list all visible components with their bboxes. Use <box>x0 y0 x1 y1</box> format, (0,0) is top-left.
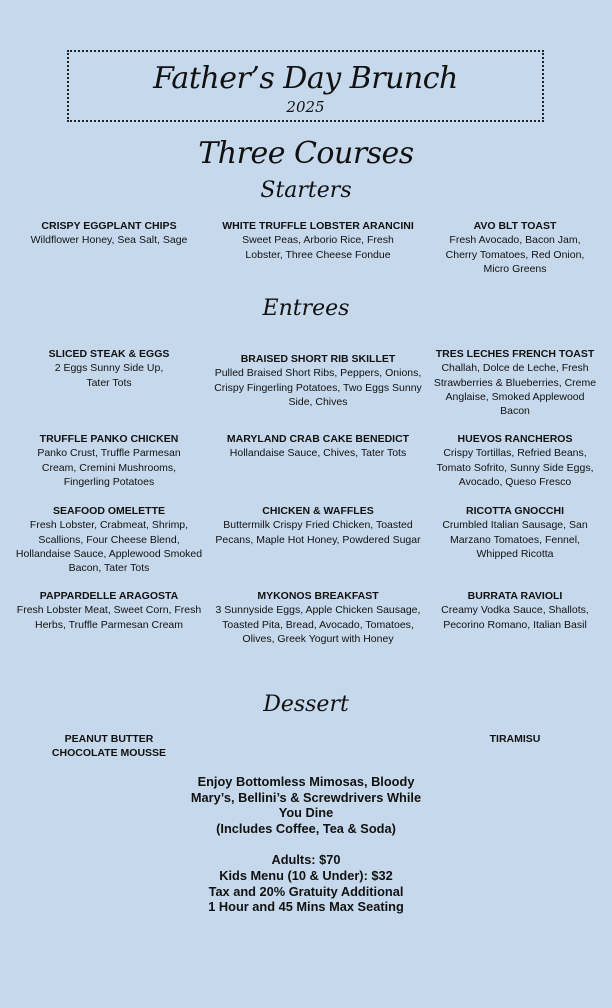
item-description: Fresh Avocado, Bacon Jam, Cherry Tomatoes, Red Onion, Micro Greens <box>445 234 585 275</box>
item-description: Crispy Tortillas, Refried Beans, Tomato Sofrito, Sunny Side Eggs, Avocado, Queso Fresco <box>436 447 594 488</box>
menu-item <box>208 219 428 262</box>
item-description: Buttermilk Crispy Fried Chicken, Toasted Pecans, Maple Hot Honey, Powdered Sugar <box>215 519 421 546</box>
item-name: AVO BLT TOAST <box>473 220 557 232</box>
item-name: PEANUT BUTTER CHOCOLATE MOUSSE <box>51 733 167 760</box>
item-name: RICOTTA GNOCCHI <box>466 505 564 517</box>
menu-item <box>14 432 204 489</box>
item-name: MYKONOS BREAKFAST <box>257 590 379 602</box>
item-name: TRES LECHES FRENCH TOAST <box>435 348 595 360</box>
menu-item <box>208 352 428 409</box>
item-name: MARYLAND CRAB CAKE BENEDICT <box>226 433 410 445</box>
item-description: Fresh Lobster Meat, Sweet Corn, Fresh Herbs, Truffle Parmesan Cream <box>16 604 202 631</box>
item-description: Pulled Braised Short Ribs, Peppers, Onions, Crispy Fingerling Potatoes, Two Eggs Sunny Side, Chives <box>214 367 422 408</box>
item-name: BRAISED SHORT RIB SKILLET <box>240 353 396 365</box>
menu-item <box>432 589 598 632</box>
item-description: 2 Eggs Sunny Side Up, Tater Tots <box>54 362 164 389</box>
menu-title: Father’s Day Brunch <box>153 61 458 96</box>
item-name: TRUFFLE PANKO CHICKEN <box>39 433 179 445</box>
menu-item <box>432 347 598 418</box>
menu-item <box>14 504 204 575</box>
starters-heading: Starters <box>260 178 352 203</box>
menu-item <box>432 219 598 276</box>
item-name: PAPPARDELLE ARAGOSTA <box>39 590 179 602</box>
item-name: CHICKEN & WAFFLES <box>262 505 374 517</box>
item-name: WHITE TRUFFLE LOBSTER ARANCINI <box>222 220 414 232</box>
item-name: TIRAMISU <box>489 733 541 745</box>
menu-year: 2025 <box>286 98 325 116</box>
menu-item <box>14 347 204 390</box>
dessert-heading: Dessert <box>263 692 349 717</box>
item-name: SLICED STEAK & EGGS <box>48 348 170 360</box>
menu-item <box>432 432 598 489</box>
menu-item <box>440 732 590 746</box>
footer-info <box>180 774 432 915</box>
menu-item <box>432 504 598 561</box>
item-name: BURRATA RAVIOLI <box>467 590 563 602</box>
menu-item <box>14 219 204 248</box>
drinks-text: Enjoy Bottomless Mimosas, Bloody Mary’s, Bellini’s & Screwdrivers While You Dine <box>190 774 422 821</box>
title-box <box>67 50 544 122</box>
item-description: Sweet Peas, Arborio Rice, Fresh Lobster, Three Cheese Fondue <box>242 234 394 261</box>
menu-item <box>208 504 428 547</box>
entrees-heading: Entrees <box>262 296 350 321</box>
menu-item <box>208 432 428 461</box>
item-name: SEAFOOD OMELETTE <box>52 505 165 517</box>
tax-note: Tax and 20% Gratuity Additional <box>208 883 404 899</box>
item-description: Challah, Dolce de Leche, Fresh Strawberries & Blueberries, Creme Anglaise, Smoked Applewood Bacon <box>433 362 597 418</box>
menu-item <box>14 589 204 632</box>
item-description: Crumbled Italian Sausage, San Marzano Tomatoes, Fennel, Whipped Ricotta <box>442 519 588 560</box>
item-name: CRISPY EGGPLANT CHIPS <box>41 220 177 232</box>
item-description: Fresh Lobster, Crabmeat, Shrimp, Scallions, Four Cheese Blend, Hollandaise Sauce, Applewood Smoked Bacon, Tater Tots <box>15 519 203 575</box>
item-name: HUEVOS RANCHEROS <box>457 433 573 445</box>
kids-price: Kids Menu (10 & Under): $32 <box>219 867 393 883</box>
menu-item <box>34 732 184 761</box>
item-description: Wildflower Honey, Sea Salt, Sage <box>30 234 188 247</box>
item-description: Creamy Vodka Sauce, Shallots, Pecorino Romano, Italian Basil <box>441 604 589 631</box>
courses-heading: Three Courses <box>198 136 414 171</box>
adults-price: Adults: $70 <box>271 852 341 868</box>
seating-note: 1 Hour and 45 Mins Max Seating <box>208 899 404 915</box>
item-description: Hollandaise Sauce, Chives, Tater Tots <box>229 447 407 460</box>
includes-text: (Includes Coffee, Tea & Soda) <box>216 820 396 836</box>
item-description: 3 Sunnyside Eggs, Apple Chicken Sausage, Toasted Pita, Bread, Avocado, Tomatoes, Olives, Greek Yogurt with Honey <box>215 604 421 645</box>
menu-item <box>208 589 428 646</box>
item-description: Panko Crust, Truffle Parmesan Cream, Cremini Mushrooms, Fingerling Potatoes <box>37 447 181 488</box>
